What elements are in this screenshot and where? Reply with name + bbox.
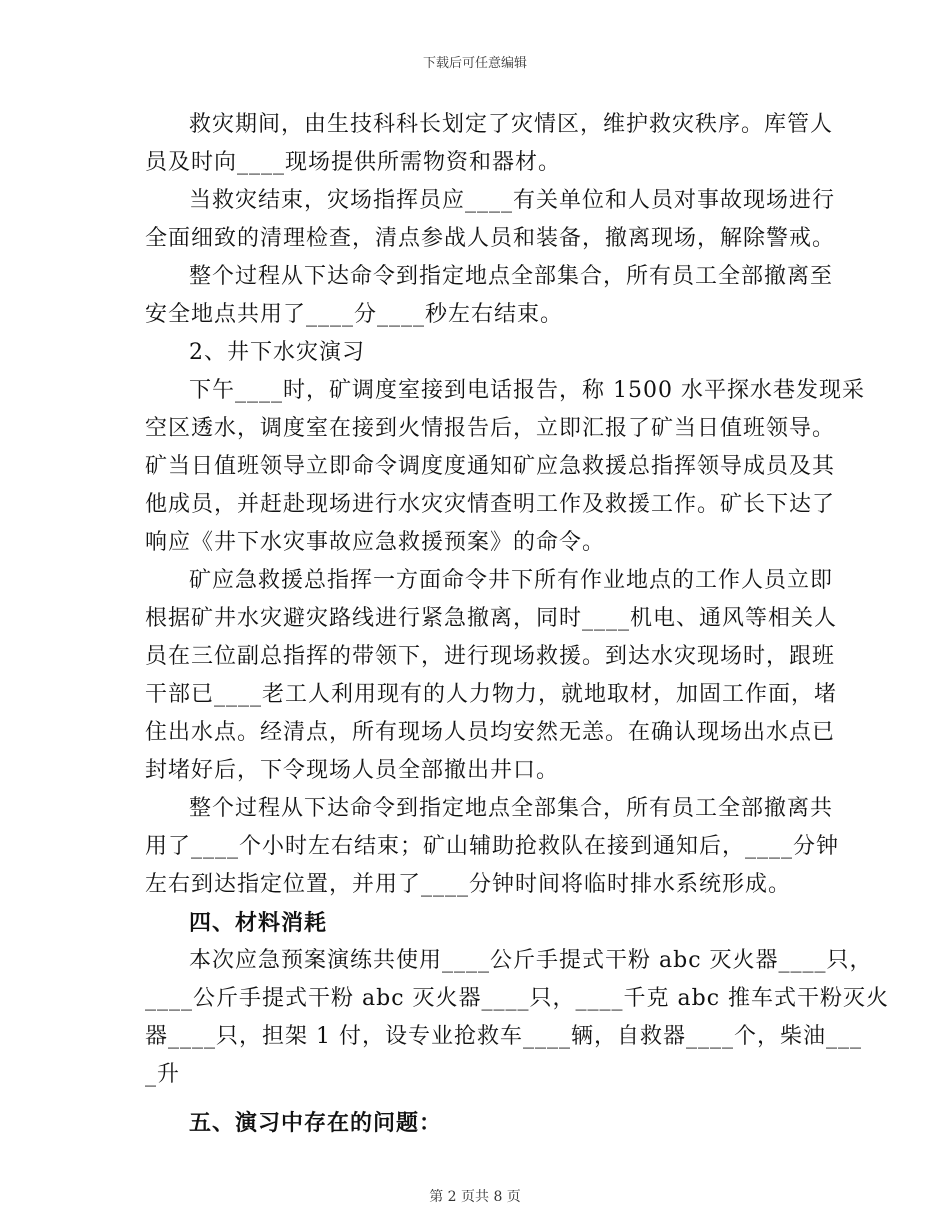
- text-line: 封堵好后，下令现场人员全部撤出井口。: [145, 758, 560, 783]
- text-line: 救灾期间，由生技科科长划定了灾情区，维护救灾秩序。库管人: [189, 112, 834, 137]
- text-line: 他成员，并赶赴现场进行水灾灾情查明工作及救援工作。矿长下达了: [145, 492, 836, 517]
- section-heading: 五、演习中存在的问题：: [189, 1110, 443, 1136]
- text-line: 用了____个小时左右结束；矿山辅助抢救队在接到通知后，____分钟: [145, 834, 840, 859]
- text-line: 左右到达指定位置，并用了____分钟时间将临时排水系统形成。: [145, 872, 792, 897]
- text-line: 全面细致的清理检查，清点参战人员和装备，撤离现场，解除警戒。: [145, 226, 836, 251]
- text-line: 矿当日值班领导立即命令调度度通知矿应急救援总指挥领导成员及其: [145, 454, 836, 479]
- page-footer: 第 2 页共 8 页: [429, 1189, 521, 1205]
- text-line: 器____只，担架 1 付，设专业抢救车____辆，自救器____个，柴油___: [145, 1024, 862, 1049]
- text-line: 响应《井下水灾事故应急救援预案》的命令。: [145, 530, 606, 555]
- text-line: ____公斤手提式干粉 abc 灭火器____只，____千克 abc 推车式干粉灭火: [145, 986, 890, 1011]
- text-line: 干部已____老工人利用现有的人力物力，就地取材，加固工作面，堵: [145, 682, 838, 707]
- text-line: 2、井下水灾演习: [189, 340, 365, 365]
- text-line: 空区透水，调度室在接到火情报告后，立即汇报了矿当日值班领导。: [145, 416, 836, 441]
- text-line: _升: [145, 1062, 181, 1087]
- text-line: 本次应急预案演练共使用____公斤手提式干粉 abc 灭火器____只，: [189, 948, 873, 973]
- text-line: 矿应急救援总指挥一方面命令井下所有作业地点的工作人员立即: [189, 568, 834, 593]
- text-line: 员及时向____现场提供所需物资和器材。: [145, 150, 562, 175]
- section-heading: 四、材料消耗: [189, 910, 328, 936]
- page-header: 下载后可任意编辑: [422, 56, 527, 71]
- text-line: 住出水点。经清点，所有现场人员均安然无恙。在确认现场出水点已: [145, 720, 836, 745]
- text-line: 员在三位副总指挥的带领下，进行现场救援。到达水灾现场时，跟班: [145, 644, 836, 669]
- text-line: 安全地点共用了____分____秒左右结束。: [145, 302, 564, 327]
- text-line: 整个过程从下达命令到指定地点全部集合，所有员工全部撤离至: [189, 264, 834, 289]
- document-body: [145, 106, 890, 1142]
- text-line: 根据矿井水灾避灾路线进行紧急撤离，同时____机电、通风等相关人: [145, 606, 838, 631]
- text-line: 当救灾结束，灾场指挥员应____有关单位和人员对事故现场进行: [189, 188, 836, 213]
- text-line: 整个过程从下达命令到指定地点全部集合，所有员工全部撤离共: [189, 796, 834, 821]
- text-line: 下午____时，矿调度室接到电话报告，称 1500 水平探水巷发现采: [189, 378, 865, 403]
